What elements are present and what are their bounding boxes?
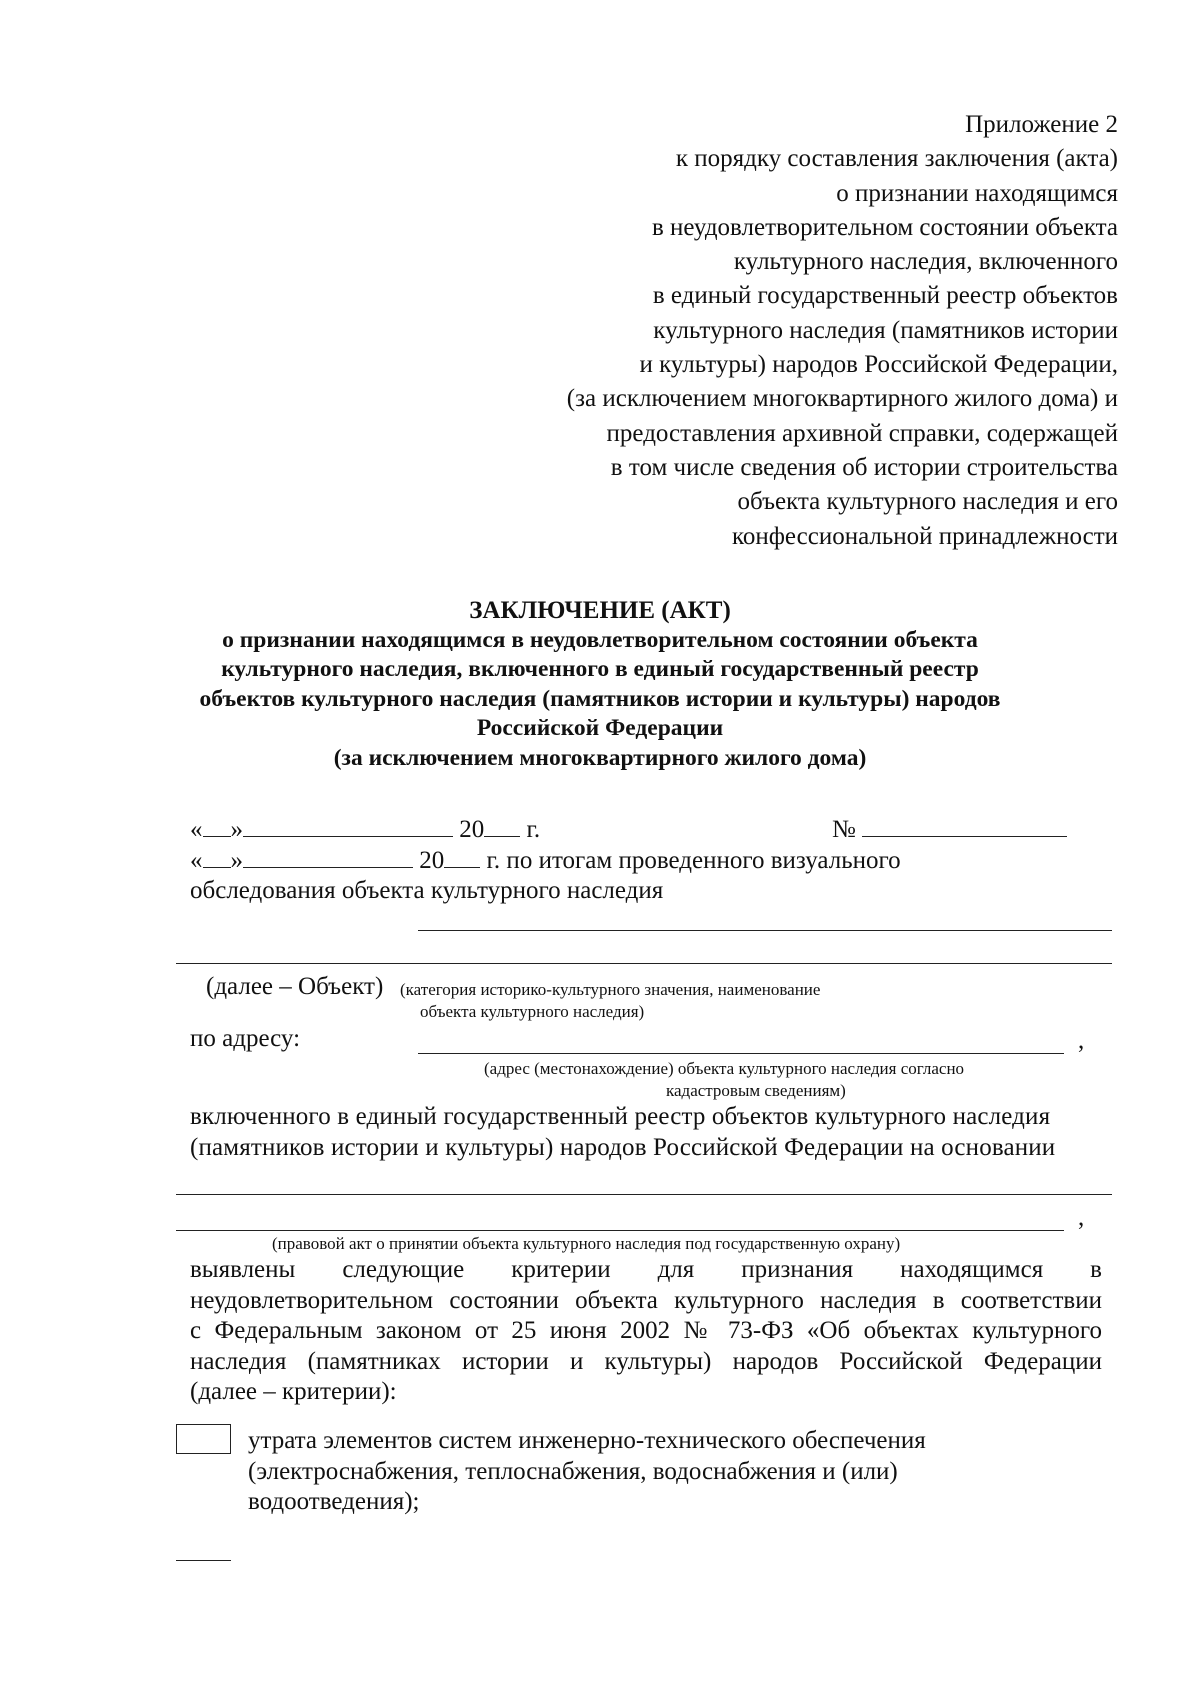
criterion-line: (электроснабжения, теплоснабжения, водоснабжения и (или) bbox=[248, 1457, 898, 1485]
criteria-intro-line: наследия (памятниках истории и культуры) народов Российской Федерации bbox=[190, 1347, 1102, 1375]
registry-line: включенного в единый государственный реестр объектов культурного наследия bbox=[190, 1103, 1051, 1130]
inspection-month-blank[interactable] bbox=[243, 845, 413, 868]
day-blank[interactable] bbox=[203, 814, 231, 837]
appendix-line: в единый государственный реестр объектов bbox=[652, 282, 1118, 310]
appendix-line: к порядку составления заключения (акта) bbox=[675, 145, 1118, 173]
number-blank[interactable] bbox=[862, 814, 1067, 837]
appendix-line: культурного наследия (памятников истории bbox=[653, 316, 1118, 344]
appendix-line: в неудовлетворительном состоянии объекта bbox=[652, 213, 1118, 241]
year-suffix: г. bbox=[526, 816, 541, 843]
criterion-line: водоотведения); bbox=[248, 1488, 420, 1515]
quote-open: « bbox=[190, 816, 203, 843]
criteria-intro-line: выявлены следующие критерии для признания находящимся в bbox=[190, 1256, 1102, 1283]
inspection-year-blank[interactable] bbox=[444, 845, 480, 868]
address-label: по адресу: bbox=[190, 1025, 301, 1052]
appendix-line: культурного наследия, включенного bbox=[733, 248, 1118, 276]
criterion-checkbox[interactable] bbox=[176, 1424, 231, 1454]
date-row bbox=[190, 814, 540, 845]
inspection-year-prefix: 20 bbox=[419, 847, 445, 874]
address-comma: , bbox=[1078, 1027, 1085, 1054]
inspection-continuation: обследования объекта культурного наследия bbox=[190, 877, 664, 904]
object-hint: объекта культурного наследия) bbox=[420, 1002, 645, 1021]
inspection-row bbox=[190, 845, 901, 876]
criterion-text bbox=[248, 1426, 1108, 1518]
title-line: (за исключением многоквартирного жилого дома) bbox=[333, 744, 867, 771]
appendix-header bbox=[418, 108, 1118, 554]
year-prefix: 20 bbox=[459, 816, 485, 843]
object-name-line[interactable] bbox=[176, 963, 1112, 964]
appendix-line: объекта культурного наследия и его bbox=[737, 488, 1118, 516]
criterion-line: утрата элементов систем инженерно-технического обеспечения bbox=[248, 1427, 926, 1454]
appendix-line: конфессиональной принадлежности bbox=[731, 522, 1118, 550]
appendix-line: в том числе сведения об истории строительства bbox=[610, 453, 1118, 481]
number-row bbox=[832, 814, 1067, 845]
legal-act-hint: (правовой акт о принятии объекта культурного наследия под государственную охрану) bbox=[272, 1234, 901, 1253]
inspection-text: г. по итогам проведенного визуального bbox=[486, 847, 901, 874]
title-line: культурного наследия, включенного в единый государственный реестр bbox=[221, 656, 979, 682]
number-sign: № bbox=[832, 816, 856, 843]
object-label: (далее – Объект) bbox=[206, 973, 384, 1000]
appendix-line: о признании находящимся bbox=[836, 179, 1118, 207]
appendix-line: Приложение 2 bbox=[965, 111, 1118, 138]
object-name-line[interactable] bbox=[418, 930, 1112, 931]
address-hint: кадастровым сведениям) bbox=[666, 1081, 846, 1100]
document-title bbox=[150, 596, 1050, 773]
title-heading: ЗАКЛЮЧЕНИЕ (АКТ) bbox=[469, 597, 731, 624]
appendix-line: и культуры) народов Российской Федерации, bbox=[639, 351, 1118, 379]
title-line: Российской Федерации bbox=[476, 715, 724, 741]
month-blank[interactable] bbox=[243, 814, 453, 837]
title-line: объектов культурного наследия (памятников истории и культуры) народов bbox=[199, 685, 1001, 712]
quote-close: » bbox=[230, 847, 243, 874]
next-checkbox-top-edge bbox=[176, 1560, 231, 1561]
year-blank[interactable] bbox=[484, 814, 520, 837]
criteria-intro-line: (далее – критерии): bbox=[190, 1378, 397, 1405]
legal-act-comma: , bbox=[1078, 1204, 1085, 1231]
registry-line: (памятников истории и культуры) народов Российской Федерации на основании bbox=[190, 1134, 1056, 1161]
inspection-day-blank[interactable] bbox=[203, 845, 231, 868]
title-line: о признании находящимся в неудовлетворительном состоянии объекта bbox=[222, 626, 978, 653]
appendix-line: (за исключением многоквартирного жилого дома) и bbox=[566, 385, 1118, 413]
legal-act-line[interactable] bbox=[176, 1230, 1064, 1231]
address-line[interactable] bbox=[418, 1053, 1064, 1054]
criteria-intro-line: с Федеральным законом от 25 июня 2002 № 73-ФЗ «Об объектах культурного bbox=[190, 1317, 1102, 1344]
quote-open: « bbox=[190, 847, 203, 874]
legal-act-line[interactable] bbox=[176, 1194, 1112, 1195]
address-hint: (адрес (местонахождение) объекта культурного наследия согласно bbox=[484, 1059, 965, 1078]
quote-close: » bbox=[230, 816, 243, 843]
criteria-intro-line: неудовлетворительном состоянии объекта культурного наследия в соответствии bbox=[190, 1286, 1102, 1314]
appendix-line: предоставления архивной справки, содержащей bbox=[606, 419, 1118, 447]
criteria-intro bbox=[190, 1255, 1102, 1408]
object-hint: (категория историко-культурного значения, наименование bbox=[400, 980, 821, 999]
